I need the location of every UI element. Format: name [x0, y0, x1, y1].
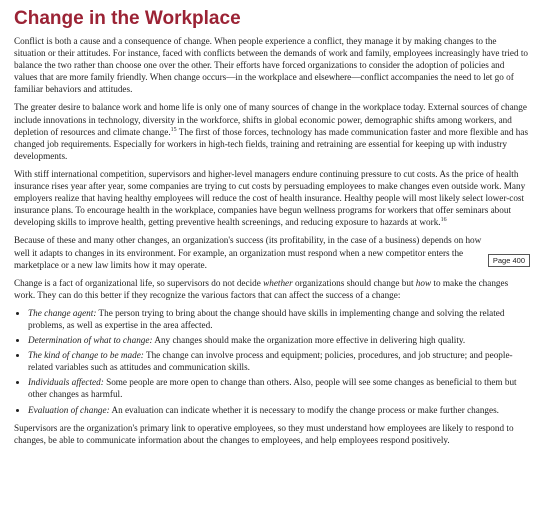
factor-text: Any changes should make the organization more effective in delivering high quality.	[152, 335, 466, 346]
paragraph-text: With stiff international competition, supervisors and higher-level managers endure continuing pressure to cut costs. As the price of health insurance rises year after year, some companies are trying to cut costs by persuading employees to make changes even outside work. Many employers realize that having healthy employees will reduce the cost of health insurance. Healthy people will most likely select lower-cost insurance plans. To encourage health in the workplace, companies have begun wellness programs for workers that offer seminars about developing skills to improve health, getting preventive health screenings, and reducing exposure to hazards at work.	[14, 168, 526, 228]
paragraph-conflict-and-change: Conflict is both a cause and a consequence of change. When people experience a conflict, they manage it by making changes to the situation or their attitudes. For instance, faced with conflicts between the demands of work and family, employees increasingly have tried to balance the two rather than choose one over the other. Their efforts have forced organizations to consider the adoption of policies and values that are more family friendly. When change occurs—in the workplace and elsewhere—conflict accompanies the need to let go of familiar behaviors and attitudes.	[14, 36, 529, 95]
paragraph-text: Change is a fact of organizational life, so supervisors do not decide	[14, 277, 264, 288]
paragraph-text: organizations should change but	[292, 277, 416, 288]
list-item	[28, 376, 530, 400]
factor-term: Determination of what to change:	[28, 335, 153, 346]
paragraph-text: The first of those forces, technology has made communication faster and more flexible and has changed job requirements. Especially for workers in high-tech fields, training and retraining are essential for keeping up with industry developments.	[14, 126, 529, 161]
factor-term: Evaluation of change:	[28, 404, 110, 415]
factor-text: An evaluation can indicate whether it is necessary to modify the change process or make further changes.	[109, 404, 499, 415]
page-number-badge: Page 400	[488, 254, 530, 267]
paragraph-adaptation: Because of these and many other changes, an organization's success (its profitability, in the case of a business) depends on how well it adapts to changes in its environment. For example, an organization must respond when a new competitor enters the marketplace or a new law limits how it may operate.	[14, 235, 482, 270]
factor-text: Some people are more open to change than others. Also, people will see some changes as beneficial to them but other changes as harmful.	[28, 377, 517, 400]
paragraph-change-factors-intro	[14, 277, 530, 301]
paragraph-cost-pressure	[14, 168, 530, 228]
emphasis-whether: whether	[263, 277, 293, 288]
factor-text: The change can involve process and equipment; policies, procedures, and job structure; and people-related variables such as attitudes and communication skills.	[28, 350, 513, 373]
paragraph-text: to make the changes work. They can do this better if they recognize the various factors that can affect the success of a change:	[14, 277, 509, 300]
factor-term: The change agent:	[28, 307, 97, 318]
list-item	[28, 334, 530, 346]
list-item	[28, 307, 530, 331]
page-title: Change in the Workplace	[14, 8, 241, 29]
factor-term: The kind of change to be made:	[28, 350, 144, 361]
emphasis-how: how	[415, 277, 432, 288]
footnote-ref-15[interactable]: 15	[170, 126, 177, 133]
paragraph-text: The greater desire to balance work and home life is only one of many sources of change in the workplace today. External sources of change include innovations in technology, diversity in the workforce, shifts in global economic power, demographic shifts among workers, and depletion of resources and climate change.	[14, 102, 527, 137]
list-item	[28, 349, 530, 373]
footnote-ref-16[interactable]: 16	[440, 217, 447, 224]
list-item	[28, 404, 530, 416]
change-factors-list	[14, 307, 530, 416]
factor-text: The person trying to bring about the change should have skills in implementing change and solving the related problems, as well as expertise in the area affected.	[28, 307, 505, 330]
factor-term: Individuals affected:	[28, 377, 104, 388]
paragraph-supervisors-role: Supervisors are the organization's primary link to operative employees, so they must understand how employees are likely to respond to changes, be able to communicate information about the changes to employees, and help employees respond positively.	[14, 422, 514, 445]
paragraph-sources-of-change	[14, 101, 530, 161]
